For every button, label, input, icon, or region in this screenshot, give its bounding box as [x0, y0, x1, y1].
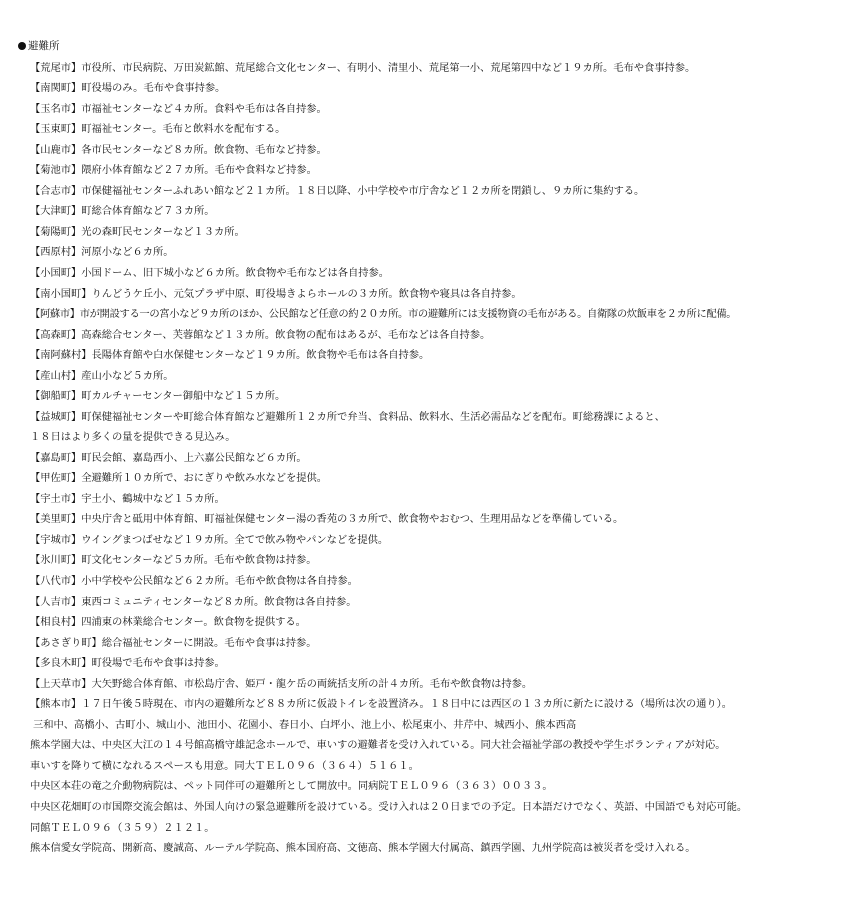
- text-line: 【益城町】町保健福祉センターや町総合体育館など避難所１２カ所で弁当、食料品、飲料水、生活必需品などを配布。町総務課によると、: [30, 411, 665, 423]
- text-line: 【嘉島町】町民会館、嘉島西小、上六嘉公民館など６カ所。: [30, 452, 307, 464]
- bullet-icon: [18, 42, 26, 50]
- text-line: 【御船町】町カルチャーセンター御船中など１５カ所。: [30, 390, 286, 402]
- text-line: 【南関町】町役場のみ。毛布や食事持参。: [30, 82, 226, 94]
- text-line: 【菊池市】隈府小体育館など２７カ所。毛布や食料など持参。: [30, 164, 317, 176]
- text-line: 【産山村】産山小など５カ所。: [30, 370, 174, 382]
- text-line: 【玉東町】町福祉センター。毛布と飲料水を配布する。: [30, 123, 286, 135]
- text-line: 【相良村】四浦東の林業総合センター。飲食物を提供する。: [30, 616, 306, 628]
- text-line: 車いすを降りて横になれるスペースも用意。同大ＴＥＬ０９６（３６４）５１６１。: [30, 760, 419, 772]
- text-line: 中央区本荘の竜之介動物病院は、ペット同伴可の避難所として開放中。同病院ＴＥＬ０９６（３６３）００３３。: [30, 780, 553, 792]
- text-line: １８日はより多くの量を提供できる見込み。: [30, 431, 236, 443]
- text-line: 【小国町】小国ドーム、旧下城小など６カ所。飲食物や毛布などは各自持参。: [30, 267, 389, 279]
- text-line: 熊本学園大は、中央区大江の１４号館高橋守雄記念ホールで、車いすの避難者を受け入れている。同大社会福祉学部の教授や学生ボランティアが対応。: [30, 739, 726, 751]
- text-line: 【八代市】小中学校や公民館など６２カ所。毛布や飲食物は各自持参。: [30, 575, 358, 587]
- text-line: 【南阿蘇村】長陽体育館や白水保健センターなど１９カ所。飲食物や毛布は各自持参。: [30, 349, 430, 361]
- text-line: 中央区花畑町の市国際交流会館は、外国人向けの緊急避難所を設けている。受け入れは２０日までの予定。日本語だけでなく、英語、中国語でも対応可能。: [30, 801, 748, 813]
- text-line: 【美里町】中央庁舎と砥用中体育館、町福祉保健センター湯の香苑の３カ所で、飲食物やおむつ、生理用品などを準備している。: [30, 513, 624, 525]
- text-line: 【菊陽町】光の森町民センターなど１３カ所。: [30, 226, 245, 238]
- text-line: 同館ＴＥＬ０９６（３５９）２１２１。: [30, 822, 215, 834]
- text-line: 三和中、高橋小、古町小、城山小、池田小、花園小、春日小、白坪小、池上小、松尾東小、井芹中、城西小、熊本西高: [33, 719, 577, 731]
- text-line: 【宇城市】ウイングまつばせなど１９カ所。全てで飲み物やパンなどを提供。: [30, 534, 389, 546]
- text-line: 【あさぎり町】総合福祉センターに開設。毛布や食事は持参。: [30, 637, 317, 649]
- text-line: 【宇土市】宇土小、鶴城中など１５カ所。: [30, 493, 225, 505]
- text-line: 【氷川町】町文化センターなど５カ所。毛布や飲食物は持参。: [30, 554, 317, 566]
- text-line: 【大津町】町総合体育館など７３カ所。: [30, 205, 215, 217]
- section-heading: [18, 39, 60, 53]
- text-line: 【上天草市】大矢野総合体育館、市松島庁舎、姫戸・龍ケ岳の両統括支所の計４カ所。毛布や飲食物は持参。: [30, 678, 533, 690]
- text-line: 【合志市】市保健福祉センターふれあい館など２１カ所。１８日以降、小中学校や市庁舎など１２カ所を閉鎖し、９カ所に集約する。: [30, 185, 645, 197]
- text-line: 【山鹿市】各市民センターなど８カ所。飲食物、毛布など持参。: [30, 144, 327, 156]
- text-line: 【南小国町】りんどうケ丘小、元気プラザ中原、町役場きよらホールの３カ所。飲食物や寝具は各自持参。: [30, 288, 522, 300]
- text-line: 【甲佐町】全避難所１０カ所で、おにぎりや飲み水などを提供。: [30, 472, 327, 484]
- text-line: 【玉名市】市福祉センターなど４カ所。食料や毛布は各自持参。: [30, 103, 327, 115]
- text-line: 【熊本市】１７日午後５時現在、市内の避難所など８８カ所に仮設トイレを設置済み。１８日中には西区の１３カ所に新たに設ける（場所は次の通り）。: [30, 698, 732, 710]
- text-line: 【西原村】河原小など６カ所。: [30, 246, 174, 258]
- text-line: 【阿蘇市】市が開設する一の宮小など９カ所のほか、公民館など任意の約２０カ所。市の避難所には支援物資の毛布がある。自衛隊の炊飯車を２カ所に配備。: [30, 308, 737, 320]
- text-line: 【高森町】高森総合センター、芙蓉館など１３カ所。飲食物の配布はあるが、毛布などは各自持参。: [30, 329, 491, 341]
- text-line: 熊本信愛女学院高、開新高、慶誠高、ルーテル学院高、熊本国府高、文徳高、熊本学園大付属高、鎮西学園、九州学院高は被災者を受け入れる。: [30, 842, 696, 854]
- text-line: 【多良木町】町役場で毛布や食事は持参。: [30, 657, 225, 669]
- text-line: 【人吉市】東西コミュニティセンターなど８カ所。飲食物は各自持参。: [30, 596, 357, 608]
- text-line: 【荒尾市】市役所、市民病院、万田炭鉱館、荒尾総合文化センター、有明小、清里小、荒尾第一小、荒尾第四中など１９カ所。毛布や食事持参。: [30, 62, 696, 74]
- section-title: 避難所: [28, 40, 60, 52]
